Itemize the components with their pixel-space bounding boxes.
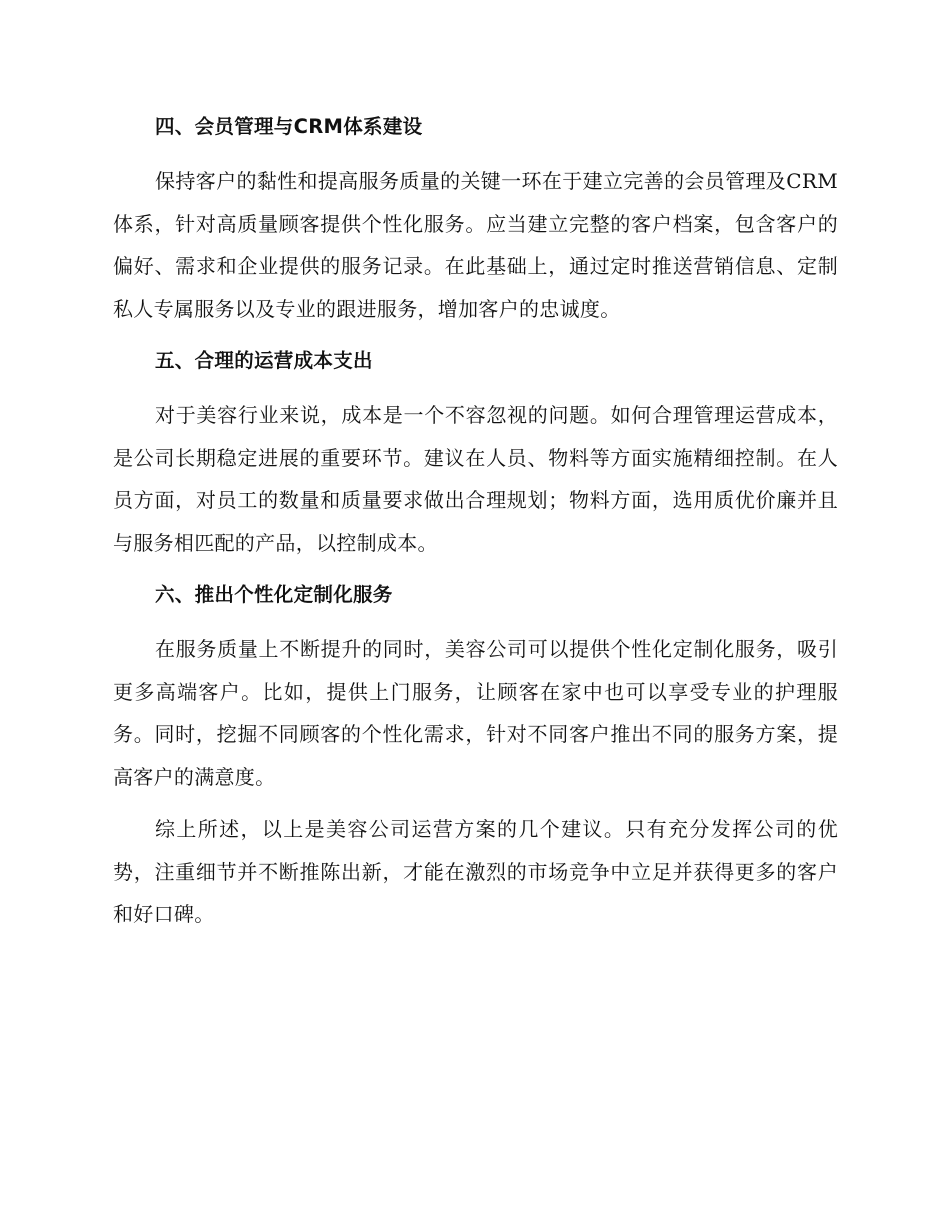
section-heading-custom-service: 六、推出个性化定制化服务 xyxy=(155,583,393,606)
section-heading-operating-cost: 五、合理的运营成本支出 xyxy=(155,349,373,372)
document-body xyxy=(113,106,838,946)
section-paragraph-membership-crm: 保持客户的黏性和提高服务质量的关键一环在于建立完善的会员管理及CRM体系，针对高质量顾客提供个性化服务。应当建立完整的客户档案，包含客户的偏好、需求和企业提供的服务记录。在此基础上，通过定时推送营销信息、定制私人专属服务以及专业的跟进服务，增加客户的忠诚度。 xyxy=(113,169,838,321)
section-paragraph-custom-service: 在服务质量上不断提升的同时，美容公司可以提供个性化定制化服务，吸引更多高端客户。比如，提供上门服务，让顾客在家中也可以享受专业的护理服务。同时，挖掘不同顾客的个性化需求，针对不同客户推出不同的服务方案，提高客户的满意度。 xyxy=(113,637,838,789)
conclusion-paragraph: 综上所述，以上是美容公司运营方案的几个建议。只有充分发挥公司的优势，注重细节并不断推陈出新，才能在激烈的市场竞争中立足并获得更多的客户和好口碑。 xyxy=(113,817,838,926)
section-paragraph-operating-cost: 对于美容行业来说，成本是一个不容忽视的问题。如何合理管理运营成本，是公司长期稳定进展的重要环节。建议在人员、物料等方面实施精细控制。在人员方面，对员工的数量和质量要求做出合理规划；物料方面，选用质优价廉并且与服务相匹配的产品，以控制成本。 xyxy=(113,403,838,555)
section-heading-membership-crm: 四、会员管理与CRM体系建设 xyxy=(155,115,423,138)
